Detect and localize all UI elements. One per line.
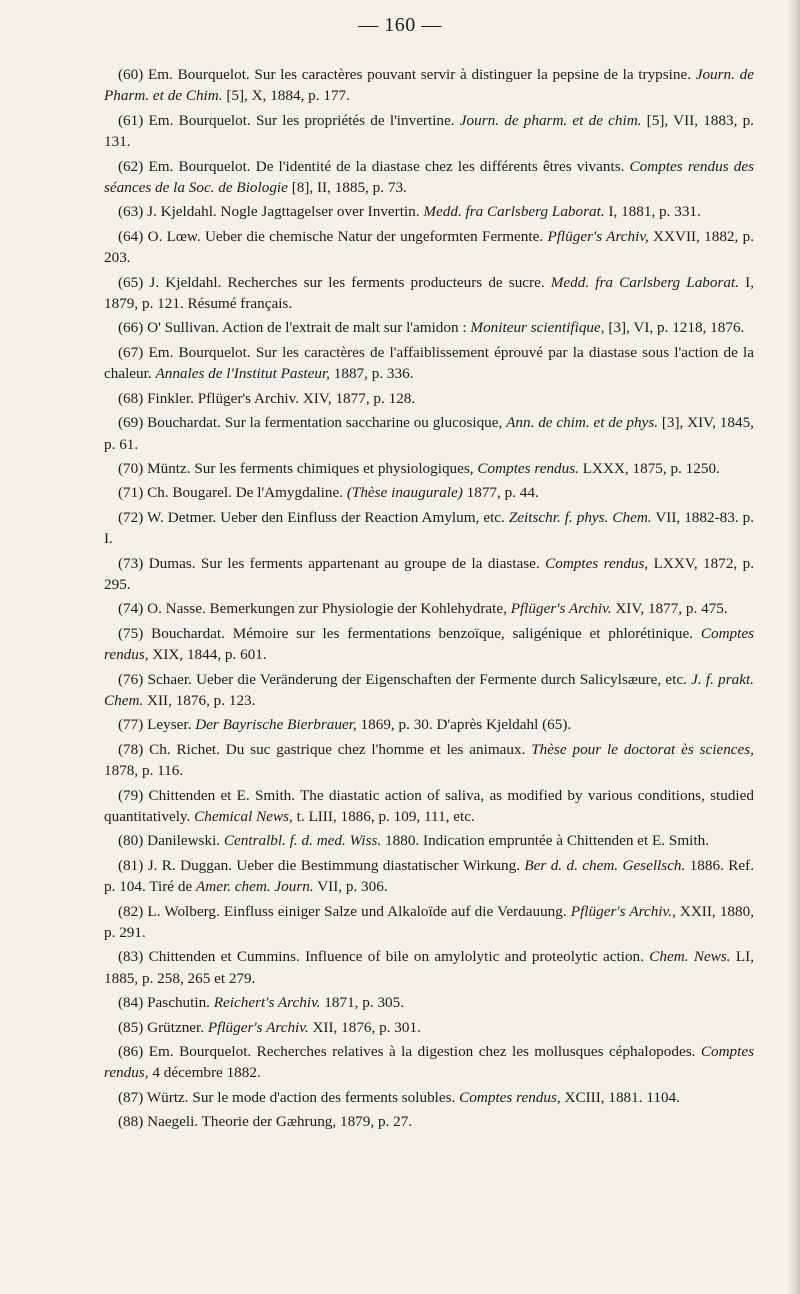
reference-entry xyxy=(104,272,754,315)
reference-entry xyxy=(104,317,754,338)
reference-number: (69) xyxy=(118,414,144,432)
reference-text: Ch. Bougarel. De l'Amygdaline. xyxy=(143,484,347,502)
reference-number: (83) xyxy=(118,948,144,966)
reference-entry xyxy=(104,156,754,199)
reference-entry xyxy=(104,669,754,712)
reference-source: Chemical News, xyxy=(194,808,293,825)
reference-entry xyxy=(104,553,754,596)
reference-text: [3], XIV, 1845, p. 61. xyxy=(104,414,754,453)
reference-number: (68) xyxy=(118,389,144,407)
reference-text: W. Detmer. Ueber den Einfluss der Reaction Amylum, etc. xyxy=(143,508,509,526)
reference-source: Reichert's Archiv. xyxy=(213,994,321,1012)
reference-source: Comptes rendus, xyxy=(104,624,754,664)
reference-number: (67) xyxy=(118,343,144,361)
reference-text: I, 1881, p. 331. xyxy=(604,203,701,221)
reference-number: (65) xyxy=(118,273,144,291)
reference-entry xyxy=(104,110,754,153)
reference-source: Comptes rendus des séances de la Soc. de Biologie xyxy=(104,157,754,197)
reference-source: Ber d. d. chem. Gesellsch. xyxy=(524,856,686,874)
reference-text: J. Kjeldahl. Recherches sur les ferments producteurs de sucre. xyxy=(143,273,551,291)
reference-source: Chem. News. xyxy=(649,948,731,966)
reference-text: I, 1879, p. 121. Résumé français. xyxy=(104,273,755,313)
reference-source: Comptes rendus. xyxy=(477,459,579,477)
reference-text: 1886. Ref. p. 104. Tiré de xyxy=(104,856,754,896)
reference-text: LXXV, 1872, p. 295. xyxy=(104,554,754,593)
reference-text: 1877, p. 44. xyxy=(462,484,539,502)
reference-text: O. Lœw. Ueber die chemische Natur der ungeformten Fermente. xyxy=(143,227,548,245)
reference-source: Der Bayrische Bierbrauer, xyxy=(195,716,357,734)
reference-entry xyxy=(104,714,754,735)
reference-source: Pflüger's Archiv., xyxy=(570,902,676,920)
reference-text: 4 décembre 1882. xyxy=(148,1064,261,1082)
reference-text: 1880. Indication empruntée à Chittenden et E. Smith. xyxy=(381,832,709,850)
reference-text: O. Nasse. Bemerkungen zur Physiologie der Kohlehydrate, xyxy=(143,600,511,618)
reference-entry xyxy=(104,412,754,455)
reference-source: J. f. prakt. Chem. xyxy=(104,670,754,709)
reference-source: (Thèse inaugurale) xyxy=(346,484,463,502)
reference-source: Comptes rendus, xyxy=(104,1043,754,1082)
reference-text: Grützner. xyxy=(143,1018,208,1036)
reference-text: Naegeli. Theorie der Gæhrung, 1879, p. 27. xyxy=(143,1113,413,1131)
reference-entry xyxy=(104,901,754,944)
reference-text: Dumas. Sur les ferments appartenant au groupe de la diastase. xyxy=(143,554,546,572)
reference-entry xyxy=(104,855,754,898)
reference-source: Pflüger's Archiv. xyxy=(207,1018,309,1036)
reference-text: Chittenden et Cummins. Influence of bile on amylolytic and proteolytic action. xyxy=(143,948,650,966)
reference-number: (64) xyxy=(118,227,144,245)
reference-text: [8], II, 1885, p. 73. xyxy=(287,179,407,197)
reference-text: Em. Bourquelot. De l'identité de la diastase chez les différents êtres vivants. xyxy=(143,157,630,175)
reference-text: [3], VI, p. 1218, 1876. xyxy=(604,319,745,337)
reference-text: Finkler. Pflüger's Archiv. XIV, 1877, p. 128. xyxy=(143,389,416,407)
reference-text: 1887, p. 336. xyxy=(329,365,414,383)
reference-number: (70) xyxy=(118,459,144,477)
reference-number: (77) xyxy=(118,716,144,734)
reference-number: (63) xyxy=(118,203,144,221)
reference-text: O' Sullivan. Action de l'extrait de malt sur l'amidon : xyxy=(143,319,471,337)
reference-entry xyxy=(104,201,754,222)
reference-text: VII, 1882-83. p. I. xyxy=(104,508,754,548)
reference-number: (72) xyxy=(118,508,144,526)
reference-number: (81) xyxy=(118,856,144,874)
reference-text: J. Kjeldahl. Nogle Jagttagelser over Invertin. xyxy=(143,203,424,221)
reference-number: (78) xyxy=(118,740,144,758)
reference-entry xyxy=(104,598,754,619)
reference-text: VII, p. 306. xyxy=(313,878,388,896)
reference-source: Pflüger's Archiv. xyxy=(510,600,612,618)
reference-text: XII, 1876, p. 301. xyxy=(308,1018,421,1036)
reference-entry xyxy=(104,623,754,666)
reference-text: Em. Bourquelot. Sur les caractères de l'affaiblissement éprouvé par la diastase sous l'action de la chaleur. xyxy=(104,343,754,383)
reference-source: Pflüger's Archiv, xyxy=(547,227,649,245)
reference-text: Chittenden et E. Smith. The diastatic action of saliva, as modified by various conditions, studied quantitatively. xyxy=(104,786,754,825)
reference-number: (66) xyxy=(118,319,144,337)
reference-text: Danilewski. xyxy=(143,832,224,850)
reference-text: Em. Bourquelot. Recherches relatives à la digestion chez les mollusques céphalopodes. xyxy=(143,1043,701,1061)
reference-text: XIX, 1844, p. 601. xyxy=(148,646,267,664)
reference-source: Amer. chem. Journ. xyxy=(195,878,314,896)
reference-number: (80) xyxy=(118,832,144,850)
reference-text: XCIII, 1881. 1104. xyxy=(560,1088,680,1106)
reference-source: Comptes rendus, xyxy=(545,554,649,572)
reference-number: (88) xyxy=(118,1113,144,1131)
reference-text: 1878, p. 116. xyxy=(104,762,184,780)
reference-entry xyxy=(104,1111,754,1132)
reference-text: LXXX, 1875, p. 1250. xyxy=(578,459,720,477)
reference-source: Ann. de chim. et de phys. xyxy=(506,414,659,432)
reference-text: Müntz. Sur les ferments chimiques et physiologiques, xyxy=(143,459,478,477)
reference-number: (76) xyxy=(118,670,144,688)
reference-number: (61) xyxy=(118,111,144,129)
reference-text: XXII, 1880, p. 291. xyxy=(104,902,755,942)
reference-entry xyxy=(104,388,754,409)
reference-source: Medd. fra Carlsberg Laborat. xyxy=(550,273,740,291)
reference-entry xyxy=(104,785,754,828)
reference-source: Comptes rendus, xyxy=(459,1088,561,1106)
reference-entry xyxy=(104,64,754,107)
reference-text: 1871, p. 305. xyxy=(320,994,405,1012)
reference-text: [5], X, 1884, p. 177. xyxy=(222,87,350,105)
reference-source: Medd. fra Carlsberg Laborat. xyxy=(423,203,605,221)
reference-text: Bouchardat. Mémoire sur les fermentations benzoïque, saligénique et phlorétinique. xyxy=(143,624,701,642)
reference-number: (74) xyxy=(118,600,144,618)
reference-text: J. R. Duggan. Ueber die Bestimmung diastatischer Wirkung. xyxy=(143,856,525,874)
reference-text: Leyser. xyxy=(143,716,196,734)
reference-text: XIV, 1877, p. 475. xyxy=(611,600,728,618)
reference-text: 1869, p. 30. D'après Kjeldahl (65). xyxy=(356,716,572,734)
reference-number: (82) xyxy=(118,902,144,920)
reference-number: (79) xyxy=(118,786,144,804)
reference-entry xyxy=(104,739,754,782)
reference-text: Würtz. Sur le mode d'action des ferments solubles. xyxy=(143,1088,460,1106)
reference-text: Em. Bourquelot. Sur les propriétés de l'invertine. xyxy=(143,111,460,129)
reference-source: Journ. de Pharm. et de Chim. xyxy=(104,66,754,105)
reference-text: LI, 1885, p. 258, 265 et 279. xyxy=(104,948,754,987)
reference-entry xyxy=(104,1087,754,1108)
reference-text: Paschutin. xyxy=(143,994,214,1012)
reference-source: Journ. de pharm. et de chim. xyxy=(459,111,642,129)
reference-entry xyxy=(104,1041,754,1084)
reference-text: XII, 1876, p. 123. xyxy=(143,691,256,709)
reference-entry xyxy=(104,482,754,503)
reference-entry xyxy=(104,458,754,479)
reference-source: Thèse pour le doctorat ès sciences, xyxy=(531,740,754,758)
reference-text: Ch. Richet. Du suc gastrique chez l'homme et les animaux. xyxy=(143,740,532,758)
reference-source: Centralbl. f. d. med. Wiss. xyxy=(223,832,382,850)
reference-number: (86) xyxy=(118,1043,144,1061)
reference-entry xyxy=(104,946,754,989)
reference-text: Em. Bourquelot. Sur les caractères pouvant servir à distinguer la pepsine de la trypsine. xyxy=(143,66,696,83)
reference-number: (84) xyxy=(118,994,144,1012)
reference-list xyxy=(104,64,754,1136)
page-edge-shadow xyxy=(786,0,800,1294)
reference-number: (85) xyxy=(118,1018,144,1036)
reference-source: Moniteur scientifique, xyxy=(470,319,605,337)
reference-text: L. Wolberg. Einfluss einiger Salze und Alkaloïde auf die Verdauung. xyxy=(143,902,571,920)
reference-number: (62) xyxy=(118,157,144,175)
page-number: — 160 — xyxy=(358,14,442,36)
reference-entry xyxy=(104,507,754,550)
reference-text: Schaer. Ueber die Veränderung der Eigenschaften der Fermente durch Salicylsæure, etc. xyxy=(143,670,692,688)
reference-entry xyxy=(104,992,754,1013)
reference-entry xyxy=(104,1017,754,1038)
reference-source: Zeitschr. f. phys. Chem. xyxy=(508,508,652,526)
reference-entry xyxy=(104,830,754,851)
reference-entry xyxy=(104,342,754,385)
reference-number: (73) xyxy=(118,554,144,572)
reference-text: XXVII, 1882, p. 203. xyxy=(104,227,754,267)
reference-text: [5], VII, 1883, p. 131. xyxy=(104,111,754,151)
reference-text: t. LIII, 1886, p. 109, 111, etc. xyxy=(292,808,475,825)
reference-entry xyxy=(104,226,754,269)
reference-text: Bouchardat. Sur la fermentation saccharine ou glucosique, xyxy=(143,414,507,432)
reference-source: Annales de l'Institut Pasteur, xyxy=(155,365,330,383)
reference-number: (60) xyxy=(118,66,144,83)
reference-number: (87) xyxy=(118,1088,144,1106)
reference-number: (71) xyxy=(118,484,144,502)
reference-number: (75) xyxy=(118,624,144,642)
